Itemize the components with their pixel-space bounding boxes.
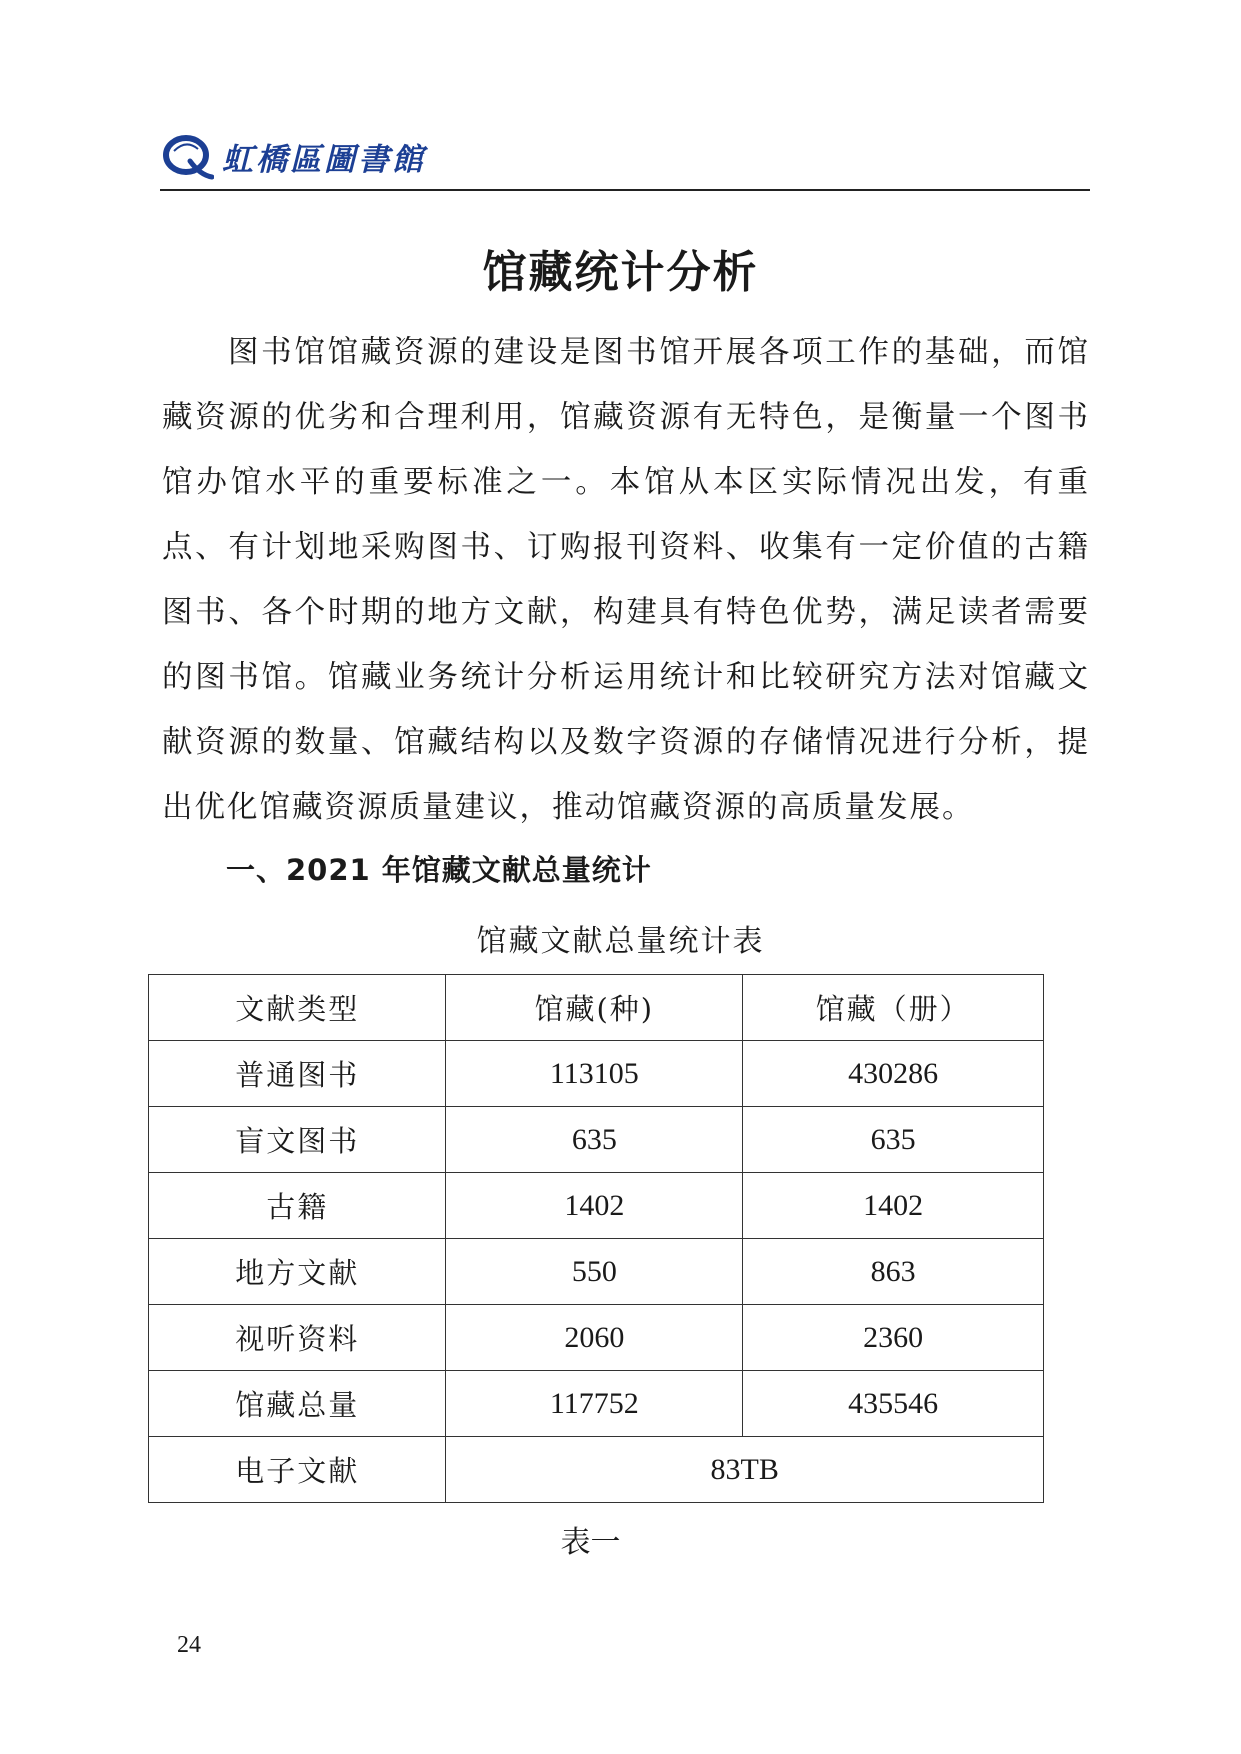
table-header-row [149,975,1044,1041]
row-label: 地方文献 [149,1239,446,1305]
page-title: 馆藏统计分析 [482,247,759,298]
row-volumes: 435546 [743,1371,1044,1437]
collection-stats-table [148,974,1044,1503]
header-cell-type: 文献类型 [149,975,446,1041]
section-heading: 一、2021 年馆藏文献总量统计 [226,853,652,887]
row-label: 视听资料 [149,1305,446,1371]
row-titles: 113105 [446,1041,743,1107]
row-volumes: 2360 [743,1305,1044,1371]
electronic-volume: 83TB [446,1437,1044,1503]
header-cell-volumes: 馆藏（册） [743,975,1044,1041]
header-cell-titles: 馆藏(种) [446,975,743,1041]
table-row [149,1371,1044,1437]
row-volumes: 1402 [743,1173,1044,1239]
library-header [160,128,426,184]
table-note: 表一 [560,1525,621,1560]
row-titles: 550 [446,1239,743,1305]
intro-paragraph: 图书馆馆藏资源的建设是图书馆开展各项工作的基础，而馆藏资源的优劣和合理利用，馆藏资源有无特色，是衡量一个图书馆办馆水平的重要标准之一。本馆从本区实际情况出发，有重点、有计划地采购图书、订购报刊资料、收集有一定价值的古籍图书、各个时期的地方文献，构建具有特色优势，满足读者需要的图书馆。馆藏业务统计分析运用统计和比较研究方法对馆藏文献资源的数量、馆藏结构以及数字资源的存储情况进行分析，提出优化馆藏资源质量建议，推动馆藏资源的高质量发展。 [162,335,1090,825]
row-label: 古籍 [149,1173,446,1239]
row-label: 盲文图书 [149,1107,446,1173]
row-label: 馆藏总量 [149,1371,446,1437]
library-name-logo: 虹橋區圖書館 [222,141,426,178]
table-row [149,1041,1044,1107]
table-row-electronic [149,1437,1044,1503]
table-row [149,1107,1044,1173]
library-q-logo-icon [160,131,214,181]
row-volumes: 863 [743,1239,1044,1305]
page-number: 24 [177,1632,201,1658]
row-label: 普通图书 [149,1041,446,1107]
table-row [149,1305,1044,1371]
row-titles: 117752 [446,1371,743,1437]
row-titles: 1402 [446,1173,743,1239]
table-caption: 馆藏文献总量统计表 [476,924,765,959]
table-row [149,1173,1044,1239]
row-label: 电子文献 [149,1437,446,1503]
header-divider [160,189,1090,191]
table-row [149,1239,1044,1305]
row-titles: 635 [446,1107,743,1173]
row-volumes: 635 [743,1107,1044,1173]
row-titles: 2060 [446,1305,743,1371]
row-volumes: 430286 [743,1041,1044,1107]
